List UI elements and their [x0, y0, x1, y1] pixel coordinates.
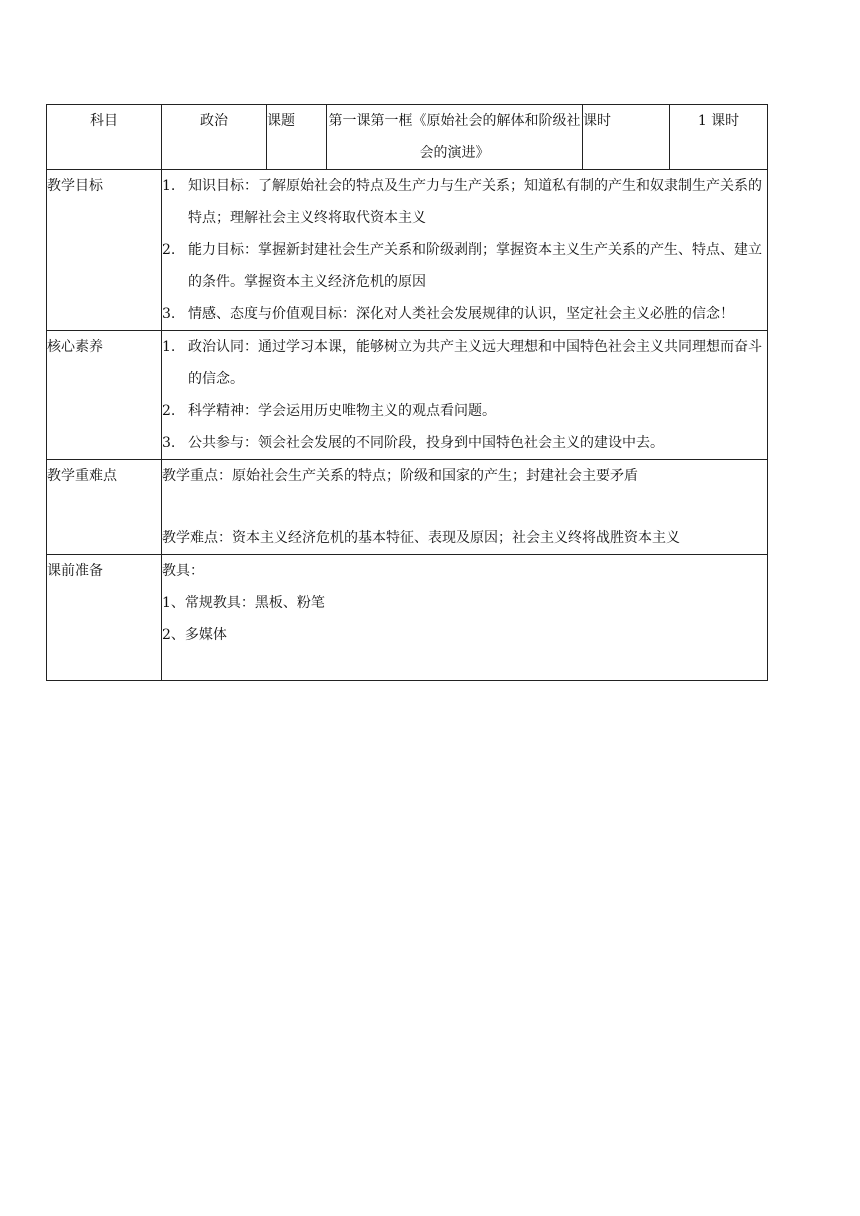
objectives-label: 教学目标 [47, 170, 162, 331]
preparation-content [162, 555, 768, 681]
key-points-content [162, 460, 768, 555]
item-text: 知识目标：了解原始社会的特点及生产力与生产关系；知道私有制的产生和奴隶制生产关系的特点；理解社会主义终将取代资本主义 [188, 178, 762, 226]
objectives-row [47, 170, 768, 331]
list-item [162, 427, 767, 459]
lesson-plan-table [46, 104, 768, 681]
list-item [162, 331, 767, 395]
list-item [162, 234, 767, 298]
objectives-content [162, 170, 768, 331]
subject-value: 政治 [162, 105, 267, 170]
item-text: 情感、态度与价值观目标：深化对人类社会发展规律的认识，坚定社会主义必胜的信念！ [188, 306, 734, 322]
objectives-list [162, 170, 767, 330]
item-text: 能力目标：掌握新封建社会生产关系和阶级剥削；掌握资本主义生产关系的产生、特点、建立的条件。掌握资本主义经济危机的原因 [188, 242, 762, 290]
literacy-row [47, 331, 768, 460]
preparation-row [47, 555, 768, 681]
topic-value: 第一课第一框《原始社会的解体和阶级社会的演进》 [327, 105, 583, 170]
spacer [162, 492, 767, 522]
key-points-row [47, 460, 768, 555]
subject-label: 科目 [47, 105, 162, 170]
preparation-label: 课前准备 [47, 555, 162, 681]
header-row [47, 105, 768, 170]
item-number: 1. [162, 178, 176, 194]
item-number: 2. [162, 242, 176, 258]
hours-label: 课时 [583, 105, 670, 170]
item-number: 2. [162, 403, 176, 419]
item-number: 3. [162, 435, 176, 451]
literacy-content [162, 331, 768, 460]
preparation-line: 2、多媒体 [162, 627, 227, 643]
item-number: 1. [162, 339, 176, 355]
literacy-label: 核心素养 [47, 331, 162, 460]
topic-label: 课题 [267, 105, 327, 170]
list-item [162, 395, 767, 427]
item-number: 3. [162, 306, 176, 322]
item-text: 科学精神：学会运用历史唯物主义的观点看问题。 [188, 403, 496, 419]
hours-value: 1 课时 [670, 105, 768, 170]
preparation-line: 1、常规教具：黑板、粉笔 [162, 595, 325, 611]
literacy-list [162, 331, 767, 459]
preparation-line: 教具： [162, 563, 204, 579]
item-text: 公共参与：领会社会发展的不同阶段，投身到中国特色社会主义的建设中去。 [188, 435, 664, 451]
list-item [162, 170, 767, 234]
teaching-focus: 教学重点：原始社会生产关系的特点；阶级和国家的产生；封建社会主要矛盾 [162, 468, 638, 484]
key-points-label: 教学重难点 [47, 460, 162, 555]
list-item [162, 298, 767, 330]
item-text: 政治认同：通过学习本课，能够树立为共产主义远大理想和中国特色社会主义共同理想而奋斗的信念。 [188, 339, 762, 387]
teaching-difficulty: 教学难点：资本主义经济危机的基本特征、表现及原因；社会主义终将战胜资本主义 [162, 530, 680, 546]
